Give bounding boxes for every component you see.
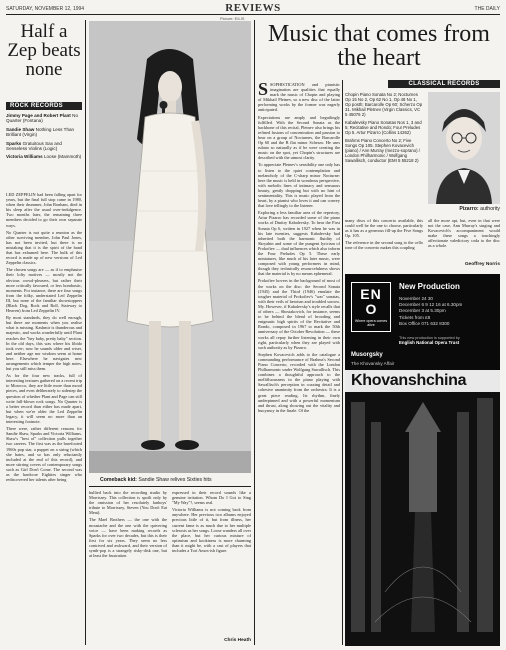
masthead: [6, 3, 500, 15]
article-paragraph: No Quarter is not quite a reunion as the other surviving member, John Paul Jones, has not been invited, but there is no mistaking that it is the spirit of the band that has exhumed here. The bulk of this record is made up of new versions of Led Zeppelin classics.: [6, 229, 82, 266]
classical-records-list: [345, 92, 423, 166]
pianist-portrait-image: [428, 92, 500, 204]
singer-figure-image: [89, 21, 251, 473]
rock-records-bar: ROCK RECORDS: [6, 102, 82, 110]
ad-opera-title: Khovanshchina: [351, 372, 467, 389]
classical-record: Kabalevsky Piano Sonatas Nos 1, 3 and 5; Recitative and Rondo; Four Preludes Op 5. Artur Pizarro (Collins 14262): [345, 120, 422, 135]
rock-continuation-col2: [172, 490, 251, 636]
masthead-paper: THE DAILY: [474, 6, 500, 12]
eno-logo-bottom: O: [365, 301, 377, 317]
article-paragraph: The Mael Brothers — the one with the moustache and the one with the quivering voice — have been making records as Sparks for over two decades, but this is their first for six years. They seem no less contrived and awkward, and their version of synth-pop is a strangely risky-disk one, but at least the frustration: [89, 517, 167, 559]
eno-advertisement: [345, 274, 500, 646]
article-paragraph: all the more apt, but, even in that were not the case, Ann Murray's singing and Kovacevich's accompaniment would make these songs a touchingly affectionate valedictory coda to the disc as a whole.: [428, 218, 500, 249]
article-paragraph: many discs of this concerto available, this could well be the one to choose, particularly as it has as a generous fill-up the Five Songs Op. 105.: [345, 218, 423, 239]
rock-record: Jimmy Page and Robert Plant No Quarter (Fontana): [6, 113, 78, 124]
article-paragraph: Exploring a less familiar area of the repertory, Artur Pizarro has recorded some of the piano works of Dmitry Kabalevsky. To hear the First Sonata Op 6, written in 1927 when he was in his late twenties, suggests Kabalevsky had inherited both the harmonic fluidity of Skryabin and some of the pungent lyricism of Prokofiev — dual influences which also inform the Four Preludes Op 5. These early miniatures, like much of his later music, were composed with young performers in mind, though they technically resourcefulness shows that the material is by no means ephemeral.: [258, 210, 340, 277]
article-paragraph: To appreciate Pletnev's sensibility one only has to listen to the quiet contemplation and melancholy of the C-sharp minor Nocturne: here the music is held in wondrous perspective, with melodic lines of intimacy and sensuous beauty, gently dropping but with no hint of sentimentality. This is music played from the heart, by a pianist who loves it and can convey that love tellingly to the listener.: [258, 162, 340, 209]
rock-records-list: [6, 113, 82, 163]
portrait-caption: [430, 206, 500, 212]
photo-credit: Picture: EILIS: [220, 16, 245, 21]
rock-article-body: [6, 192, 82, 644]
article-paragraph: By most standards, they do well enough, but there are moments when you realise what is missing. Kashmir is thunderous and majestic, and works wonderfully until Plant reaches the "hey baby, pretty baby" section. In the old days, this was where his libido took over; now he sounds older and wiser, and neither age nor wisdom seem at home here. Elsewhere he navigates new arrangements which temper the high notes, but you still miss them.: [6, 315, 82, 372]
eno-logo-top: EN: [360, 286, 382, 302]
classical-article-col3: [428, 218, 500, 260]
article-paragraph: Expectations are amply and beguilingly fulfilled. With the Second Sonata as the backbone of this recital, Pletnev also brings his refined fusions of concentration and passion to bear on a group of Nocturnes, the Barcarolle Op 60 and the B flat minor Scherzo. He uses rubato so naturally as if he were creating the music on the spot, yet Chopin's structures are described with the utmost clarity.: [258, 114, 340, 161]
article-paragraph: Stephen Kovacevich adds to the catalogue a commanding performance of Brahms's Second Piano Concerto, recorded with the London Philharmonic under Wolfgang Sawallisch. This combines a thoughtful approach to the mellifluousness in the piano playing with Sawallisch's perception in coaxing detail and cohesive unanimity from the orchestra. It is a great piece reading. Its rhythm, finely underpinned and with a powerful momentum and thrust, along showing out the vitality and buoyancy in the finale. Of the: [258, 351, 340, 413]
ad-tickets: Tickets from £8: [399, 314, 431, 320]
ad-composer: Musorgsky: [351, 352, 383, 358]
ad-dates: [399, 296, 497, 327]
caption-rule: [89, 486, 251, 487]
classical-article-col1: [258, 82, 340, 645]
caption-lead: Comeback kid:: [100, 477, 137, 483]
ad-artwork-image: [345, 392, 500, 646]
classical-records-bar: CLASSICAL RECORDS: [388, 80, 500, 88]
eno-tagline: Where opera comes alive: [354, 319, 388, 327]
ad-heading: New Production: [399, 282, 460, 291]
classical-headline: Music that comes from the heart: [268, 21, 490, 71]
column-divider: [342, 80, 343, 645]
column-divider: [254, 20, 255, 645]
rock-headline: Half a Zep beats none: [7, 21, 81, 80]
article-paragraph: Victoria Williams is not coming back from anywhere. Her previous two albums enjoyed precious little of it, but from illness, her current fame is as much due to her multiple sclerosis as her songs. Loose wanders all over the place, but her curious mixture of optimism and kookiness is more charming than it might be, with a cast of players that includes a Tori Amos-ish figure.: [172, 507, 251, 554]
sandie-shaw-photo: [89, 21, 251, 473]
rock-record: Victoria Williams Loose (Mammoth): [6, 154, 82, 160]
portrait-caption-text: authority: [480, 206, 500, 212]
classical-record: Brahms Piano Concerto No 2; Five Songs Op 105. Stephen Kovacevich (piano) / Ann Murray (mezzo-soprano) / London Philharmonic / Wolfgang Sawallisch, conductor (EMI 5 55218 2): [345, 138, 420, 163]
article-paragraph: LED ZEPPELIN had been falling apart for years, but the final full stop came in 1980, when their drummer, John Bonham, died in his sleep after the usual over-indulgence. Two months later, the remaining three members decided to go their own separate ways.: [6, 192, 82, 228]
ad-sponsor-line: This new production is supported by: [399, 336, 460, 340]
ad-sponsor: [399, 336, 497, 346]
rock-record: Sparks Gratuitous Sax and Senseless Violins (Logic): [6, 140, 62, 152]
article-paragraph: There were, rather different reasons for Sandie Shaw, Sparks and Victoria Williams. Shaw's "best of" collection pulls together two careers. The first was as the barefooted 1960s pop star, a puppet on a string (which she hates, and so has only reluctantly included at the end of this record), and more stirring covers of contemporary songs such as Girl Don't Come. The second was as the hardcore Eighties singer who rediscovered her talents after being: [6, 426, 82, 483]
ad-date-line: December 6 9 12 16 at 6.30pm: [399, 302, 463, 308]
section-title: REVIEWS: [225, 2, 281, 14]
portrait-caption-lead: Pizarro:: [459, 206, 479, 212]
eno-logo: [351, 282, 391, 332]
article-paragraph: Prokofiev hovers in the background of most of the works on the disc: the Second Sonata (1945) and the Third (1946) emulate the tougher material of Prokofiev's "war" sonatas, with their veils of heroism and troubled sorrow. My. However, if Kabalevsky's style recalls that of others — Shostakovich, for instance, seems to be behind the blend of brooding and enigmatic high spirits of the Recitative and Rondo, composed in 1967 to mark the 50th anniversary of the October Revolution — these works all repay further listening in their own right, particularly when they are played with such authority as by Pizarro.: [258, 278, 340, 350]
caption-text: Sandie Shaw relives Sixties hits: [138, 477, 212, 483]
ad-sponsor-name: English National Opera Trust: [399, 339, 460, 345]
article-paragraph: The chosen songs are — as if to emphasise their lofty motives — mostly not the obvious crowd-pleasers, but rather their more critically favoured, or less bombastic, moments. For instance, there are four songs from the folky, understated Led Zeppelin III, but none of the familiar showstoppers (Black Dog, Rock and Roll, Stairway to Heaven) from Led Zeppelin IV.: [6, 267, 82, 314]
ad-title-band: [345, 370, 500, 392]
rock-continuation-col1: [89, 490, 167, 640]
article-paragraph: The reference in the second song to the cello tone of the concerto makes this coupling: [345, 240, 423, 251]
classical-record: Chopin Piano Sonata No 2; Nocturnes Op 15 No 2, Op 62 No 1, Op 48 No 1, Op posth; Barcarolle Op 60; Scherzo Op 31. Mikhail Pletnev (Virgin Classics, VC 5 45076 2): [345, 92, 423, 117]
masthead-date: SATURDAY, NOVEMBER 12, 1994: [6, 6, 85, 12]
ad-subtitle: The Khovansky Affair: [351, 361, 395, 366]
article-paragraph: expressed in their record sounds like a genuine irritation. Whom Do I Got to Sing "My Way"?, seems real.: [172, 490, 251, 506]
photo-caption: [100, 477, 250, 483]
ad-box-office: Box Office 071 632 8300: [399, 320, 450, 326]
pizarro-portrait: [428, 92, 500, 204]
drop-cap: S: [258, 82, 269, 99]
classical-byline: Geoffrey Norris: [464, 262, 500, 267]
article-paragraph: As for the four new tracks, full of interesting textures gathered on a recent trip to Morocco, they are little more than mood pieces, and even deliberately to sidestep the question of whether Plant and Page can still write full-blown rock songs. No Quarter is a better record than either has made apart, but when we're older the Led Zeppelin legacy, it will seem no more than an interesting footnote.: [6, 373, 82, 425]
rock-record: Sandie Shaw Nothing Less Than Brilliant (Virgin): [6, 126, 75, 138]
classical-article-col2: [345, 218, 423, 270]
ad-date-line: December 3 at 5.30pm: [399, 308, 446, 314]
column-divider: [85, 20, 86, 645]
article-paragraph: bullied back into the recording studio by Morrissey. This collection is spoilt only by the omission of her resolutely fanboys' tribute to Morrissey, Steven (You Don't Eat Meat).: [89, 490, 167, 516]
article-paragraph: SSOPHISTICATION and pianistic imagination are qualities that equally mark the music of Chopin and playing of Mikhail Pletnev, so a new disc of the latter performing works by the former was eagerly anticipated.: [258, 82, 340, 113]
rock-headline-block: [6, 22, 82, 79]
ad-date-line: November 24 30: [399, 296, 433, 301]
rock-byline: Chris Heath: [224, 638, 251, 643]
